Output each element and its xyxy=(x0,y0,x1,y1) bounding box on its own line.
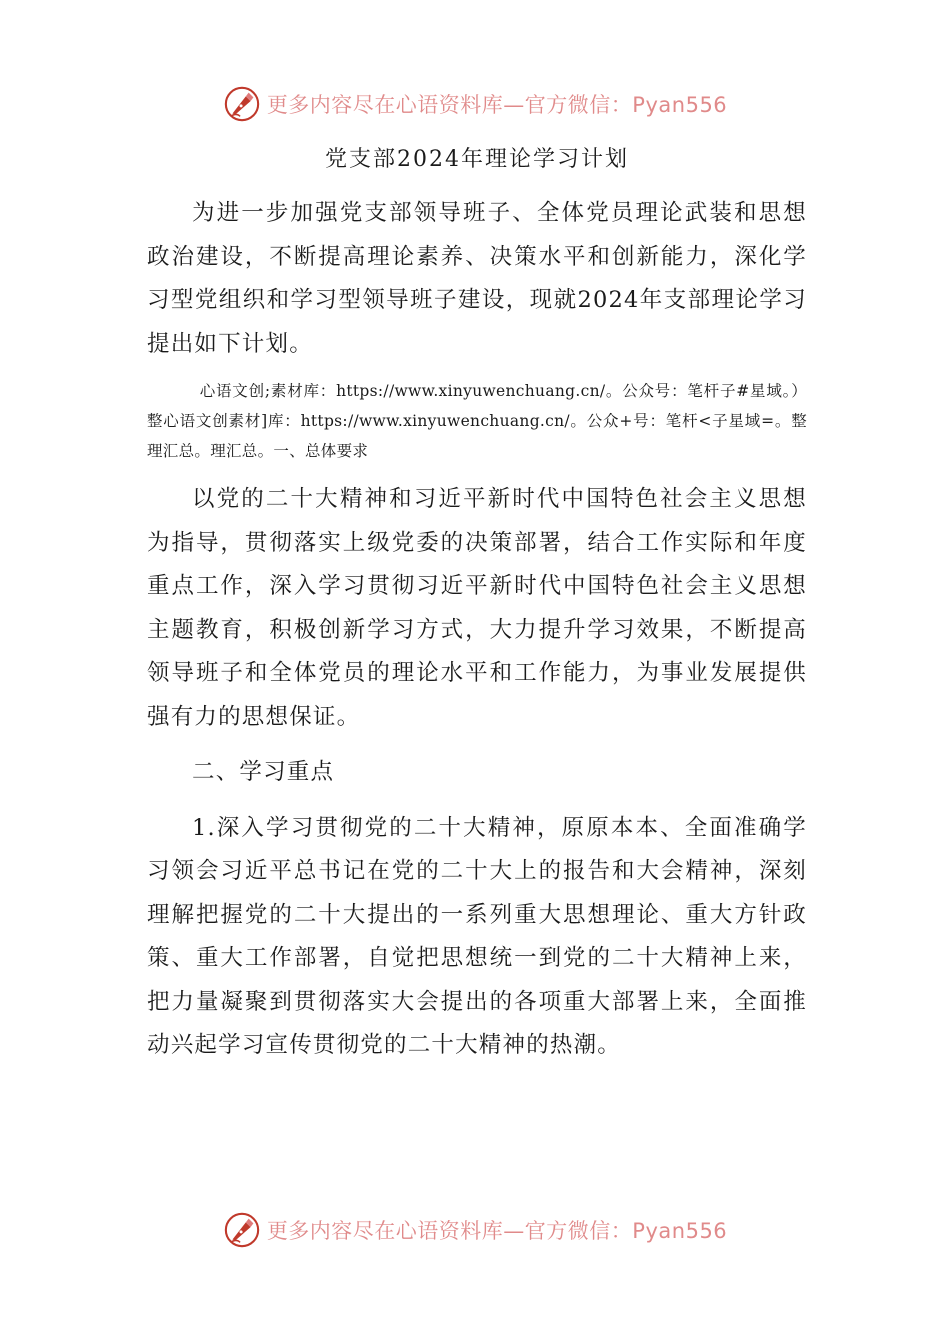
footer-watermark-banner xyxy=(0,1208,950,1252)
section-heading-study-focus: 二、学习重点 xyxy=(192,759,335,785)
watermark-text: 更多内容尽在心语资料库—官方微信：Pyan556 xyxy=(266,93,728,117)
watermark-text: 更多内容尽在心语资料库—官方微信：Pyan556 xyxy=(266,1219,728,1243)
document-title: 党支部2024年理论学习计划 xyxy=(325,147,629,172)
source-note: 心语文创;素材库：https://www.xinyuwenchuang.cn/。公众号：笔杆子#星域。）整心语文创素材]库：https://www.xinyuwenchuang.cn/。公众+号：笔杆<子星域=。整理汇总。理汇总。一、总体要求 xyxy=(147,382,807,460)
general-requirements-paragraph: 以党的二十大精神和习近平新时代中国特色社会主义思想为指导，贯彻落实上级党委的决策部署，结合工作实际和年度重点工作，深入学习贯彻习近平新时代中国特色社会主义思想主题教育，积极创新学习方式，大力提升学习效果，不断提高领导班子和全体党员的理论水平和工作能力，为事业发展提供强有力的思想保证。 xyxy=(147,486,807,730)
header-watermark-banner xyxy=(0,82,950,126)
pen-nib-logo-icon xyxy=(223,1211,261,1249)
pen-nib-logo-icon xyxy=(223,85,261,123)
document-body xyxy=(147,140,807,1068)
study-item-1: 1.深入学习贯彻党的二十大精神，原原本本、全面准确学习领会习近平总书记在党的二十大上的报告和大会精神，深刻理解把握党的二十大提出的一系列重大思想理论、重大方针政策、重大工作部署，自觉把思想统一到党的二十大精神上来，把力量凝聚到贯彻落实大会提出的各项重大部署上来，全面推动兴起学习宣传贯彻党的二十大精神的热潮。 xyxy=(147,814,807,1058)
intro-paragraph: 为进一步加强党支部领导班子、全体党员理论武装和思想政治建设，不断提高理论素养、决策水平和创新能力，深化学习型党组织和学习型领导班子建设，现就2024年支部理论学习提出如下计划。 xyxy=(147,200,807,357)
